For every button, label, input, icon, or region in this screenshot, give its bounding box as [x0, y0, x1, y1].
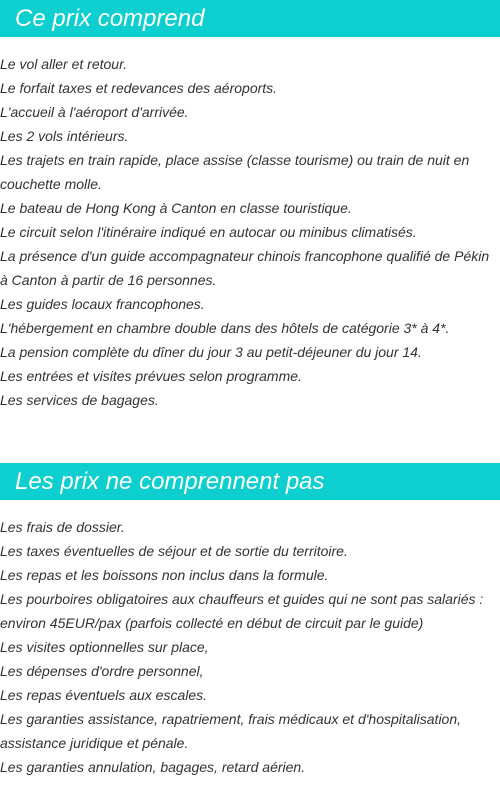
list-item: Les dépenses d'ordre personnel,	[0, 663, 204, 679]
list-item: La pension complète du dîner du jour 3 au petit-déjeuner du jour 14.	[0, 344, 422, 360]
list-item: Les taxes éventuelles de séjour et de sortie du territoire.	[0, 543, 348, 559]
section-title-not-included: Les prix ne comprennent pas	[0, 463, 500, 500]
list-item: Les 2 vols intérieurs.	[0, 128, 129, 144]
list-item: Le forfait taxes et redevances des aéroports.	[0, 80, 278, 96]
included-list	[0, 52, 496, 412]
list-item: Les guides locaux francophones.	[0, 296, 205, 312]
list-item: Les trajets en train rapide, place assise (classe tourisme) ou train de nuit en couchette molle.	[0, 152, 470, 192]
list-item: Les visites optionnelles sur place,	[0, 639, 209, 655]
list-item: Le vol aller et retour.	[0, 56, 128, 72]
list-item: Les repas éventuels aux escales.	[0, 687, 208, 703]
list-item: Les frais de dossier.	[0, 519, 125, 535]
list-item: Les services de bagages.	[0, 392, 159, 408]
list-item: L'accueil à l'aéroport d'arrivée.	[0, 104, 189, 120]
list-item: Le circuit selon l'itinéraire indiqué en autocar ou minibus climatisés.	[0, 224, 417, 240]
list-item: Les garanties annulation, bagages, retard aérien.	[0, 759, 306, 775]
list-item: Les pourboires obligatoires aux chauffeurs et guides qui ne sont pas salariés : environ 45EUR/pax (parfois collecté en début de circuit par le guide)	[0, 591, 484, 631]
list-item: Les entrées et visites prévues selon programme.	[0, 368, 302, 384]
list-item: Le bateau de Hong Kong à Canton en classe touristique.	[0, 200, 352, 216]
not-included-list	[0, 515, 496, 779]
list-item: L'hébergement en chambre double dans des hôtels de catégorie 3* à 4*.	[0, 320, 450, 336]
section-title-included: Ce prix comprend	[0, 0, 500, 37]
list-item: Les repas et les boissons non inclus dans la formule.	[0, 567, 329, 583]
list-item: La présence d'un guide accompagnateur chinois francophone qualifié de Pékin à Canton à partir de 16 personnes.	[0, 248, 490, 288]
list-item: Les garanties assistance, rapatriement, frais médicaux et d'hospitalisation, assistance juridique et pénale.	[0, 711, 462, 751]
